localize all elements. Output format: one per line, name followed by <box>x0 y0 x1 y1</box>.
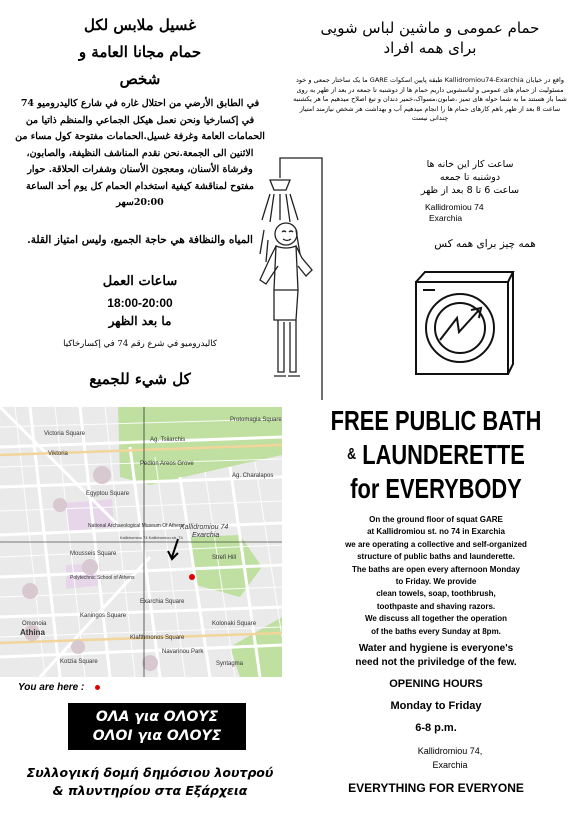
farsi-address-line: Kallidromiou 74 <box>425 202 484 212</box>
map-label: Syntagma <box>216 661 244 667</box>
english-body <box>300 514 572 638</box>
english-hours-days: Monday to Friday <box>390 700 482 712</box>
english-body-line: clean towels, soap, toothbrush, <box>376 589 496 599</box>
arabic-everything: كل شيء للجميع <box>89 370 191 388</box>
map-label: Klafthmonos Square <box>130 635 185 641</box>
english-body-line: On the ground floor of squat GARE <box>369 515 503 524</box>
greek-footer-line: Συλλογική δομή δημόσιου λουτρού <box>26 765 274 780</box>
english-hours-title: OPENING HOURS <box>389 678 483 690</box>
farsi-address-line: Exarchia <box>429 213 463 223</box>
arabic-hours-title: ساعات العمل <box>102 274 178 289</box>
map-label: Egyptou Square <box>86 491 130 497</box>
english-body-line: The baths are open every afternoon Monday <box>351 564 521 574</box>
map-label: Polytechnic School of Athens <box>70 575 135 581</box>
english-body-line: at Kallidromiou st. no 74 in Exarchia <box>367 527 505 537</box>
map-label: Ag. Charalapos <box>232 473 274 479</box>
map-label: Kaningos Square <box>80 613 127 619</box>
english-title-line3: for EVERYBODY <box>350 473 522 504</box>
location-marker-icon <box>189 574 195 580</box>
english-body-line: We discuss all together the operation <box>364 614 508 624</box>
arabic-body: في الطابق الأرضي من احتلال غاره في شارع كاليدروميو 74 في إكسارخيا ونحن نعمل هيكل الجماعي والمنظم ذاتيا من الحمامات العامة وغرفة غسيل.الحمامات مفتوحة كول مساء من الاثنين الى الجمعة.نحن نقدم المناشف النظيفة، والصابون، وفرشاة الأسنان، ومعجون الأسنان وشفرات الحلاقة. حوار مفتوح لمناقشة كيفية استخدام الحمام كل يوم أحد الساعة 20:00سهر <box>15 98 265 208</box>
map-label: Omonoia <box>22 621 47 627</box>
you-are-here-label: You are here : <box>18 682 85 693</box>
farsi-hours-line: ساعت کار این خانه ها <box>426 159 514 170</box>
arabic-hours: 18:00-20:00 <box>107 296 173 310</box>
washing-machine-illustration <box>413 268 518 380</box>
english-body-line: of the baths every Sunday at 8pm. <box>371 626 501 636</box>
map-label: Mousseis Square <box>70 551 117 557</box>
farsi-hours-line: دوشنبه تا جمعه <box>439 172 501 183</box>
english-address-line: Kallidromiou 74, <box>417 746 483 756</box>
map-label: Pedion Areos Grove <box>140 461 194 467</box>
arabic-address: كاليدروميو في شرع رقم 74 في إكسارخاكيا <box>63 339 217 349</box>
map-label: Kolonaki Square <box>212 621 257 627</box>
map-label: Ag. Tsiiarchis <box>150 437 186 443</box>
you-are-here <box>18 682 100 693</box>
farsi-title-line: برای همه افراد <box>383 39 477 57</box>
english-body-line: to Friday. We provide <box>395 577 477 587</box>
map-label: Strefi Hill <box>212 555 237 561</box>
english-everything: EVERYTHING FOR EVERYONE <box>348 781 524 795</box>
greek-footer-line: & πλυντηρίου στα Εξάρχεια <box>52 783 248 798</box>
english-water-line: Water and hygiene is everyone's <box>358 643 514 654</box>
greek-slogan-line: ΟΛΟΙ για ΟΛΟΥΣ <box>92 728 222 744</box>
map-label: Victoria Square <box>44 431 85 437</box>
english-body-line: structure of public baths and launderette. <box>357 552 515 562</box>
english-title <box>300 404 572 506</box>
english-title-line1: FREE PUBLIC BATH <box>330 405 542 436</box>
farsi-everything: همه چیز برای همه کس <box>434 238 536 250</box>
red-dot-icon <box>95 685 100 690</box>
map-label: Viktoria <box>48 451 68 457</box>
arabic-water: المياه والنظافة هي حاجة الجميع، وليس امتياز القلة. <box>27 234 253 246</box>
map-label: Kallidromiou 74 Kallidromiou str. 74 <box>120 535 183 540</box>
english-water <box>300 642 572 670</box>
map-label: Exarchia Square <box>140 599 185 605</box>
map-label: Navarinou Park <box>162 649 204 655</box>
english-hours-time: 6-8 p.m. <box>415 722 457 734</box>
map-label: Exarchia <box>192 532 220 539</box>
launderette: LAUNDERETTE <box>362 439 525 470</box>
english-body-line: we are operating a collective and self-organized <box>345 539 527 549</box>
arabic-title-line: حمام مجانا العامة و <box>78 43 202 61</box>
ampersand: & <box>347 446 357 463</box>
location-map[interactable] <box>0 407 282 677</box>
farsi-title-line: حمام عمومی و ماشین لباس شویی <box>320 19 540 37</box>
shower-person-illustration <box>240 150 360 400</box>
map-label: Protomagia Square <box>230 417 282 423</box>
greek-footer <box>0 764 300 800</box>
english-title-line2 <box>330 438 542 472</box>
map-label: Kallidromiou 74 <box>180 524 229 531</box>
greek-slogan-line: ΟΛΑ για ΟΛΟΥΣ <box>95 709 219 725</box>
farsi-title <box>290 18 570 58</box>
farsi-body: واقع در خیابان Kallidromiou74-Exarchia طبقه پایین اسکوات GARE ما یک ساختار جمعی و خود مسئولیت از حمام های عمومی و لباسشویی داریم حمام ها از دوشنبه تا جمعه در بعد از ظهر به روی شما باز هستند ما به شما حوله های تمیز ،صابون،مسواک،خمیر دندان و تیغ اصلاح میدهیم ما هر یکشنبه ساعت 8 بعد از ظهر باهم کارهای حمام ها را انجام میدهیم آب و بهداشت هر شخص نیازمند امتیاز چندانی نیست <box>293 76 567 122</box>
farsi-address <box>425 202 535 224</box>
farsi-hours-line: ساعت 6 تا 8 بعد از ظهر <box>420 185 520 196</box>
map-label: Kotzia Square <box>60 659 98 665</box>
arabic-title <box>20 12 260 93</box>
english-address-line: Exarchia <box>432 760 468 770</box>
arabic-title-line: غسيل ملابس لكل <box>83 16 197 34</box>
english-body-line: toothpaste and shaving razors. <box>376 601 496 611</box>
greek-slogan-box <box>68 703 246 750</box>
map-label: National Archaeological Museum Of Athens <box>88 523 185 529</box>
farsi-hours <box>370 158 570 197</box>
english-water-line: need not the priviledge of the few. <box>355 657 517 668</box>
arabic-title-line: شخص <box>119 70 161 88</box>
arabic-hours-sub: ما بعد الظهر <box>108 314 172 328</box>
english-address <box>350 744 550 772</box>
map-label: Athina <box>20 628 45 637</box>
